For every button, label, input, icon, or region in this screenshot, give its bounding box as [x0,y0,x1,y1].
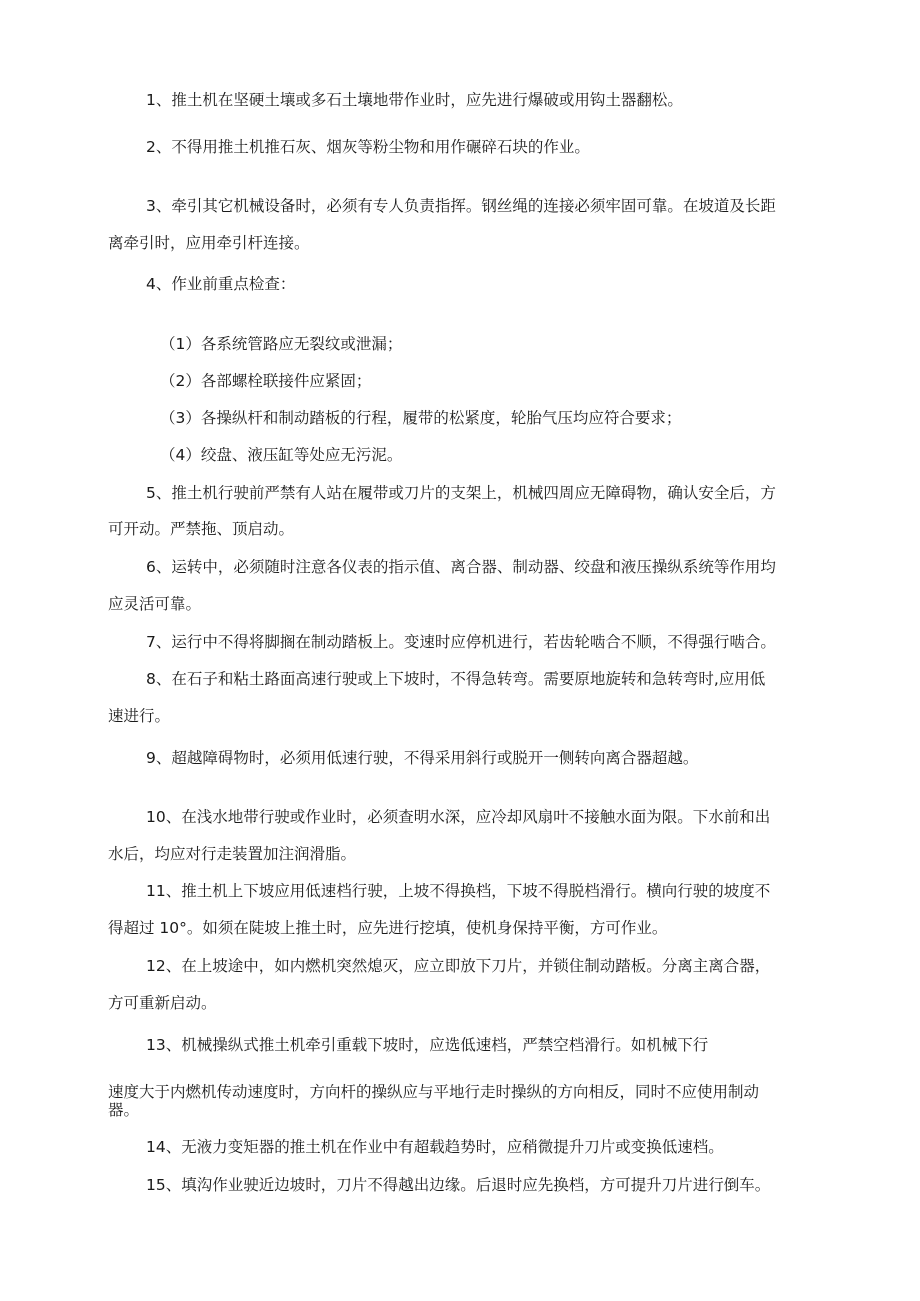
rule-6-line-2: 应灵活可靠。 [108,595,202,613]
rule-13-line-2: 速度大于内燃机传动速度时，方向杆的操纵应与平地行走时操纵的方向相反，同时不应使用制动 [108,1083,760,1101]
rule-5-line-1: 5、推土机行驶前严禁有人站在履带或刀片的支架上，机械四周应无障碍物，确认安全后，方 [146,484,776,502]
rule-4-line-1: 4、作业前重点检查： [146,275,296,293]
rule-4-item-2: （2）各部螺栓联接件应紧固； [160,372,372,390]
rule-13-line-3: 器。 [108,1101,140,1119]
rule-15-line-1: 15、填沟作业驶近边坡时，刀片不得越出边缘。后退时应先换档，方可提升刀片进行倒车。 [146,1176,771,1194]
rule-2-line-1: 2、不得用推土机推石灰、烟灰等粉尘物和用作碾碎石块的作业。 [146,138,590,156]
rule-8-line-1: 8、在石子和粘土路面高速行驶或上下坡时，不得急转弯。需要原地旋转和急转弯时,应用低 [146,670,766,688]
rule-9-line-1: 9、超越障碍物时，必须用低速行驶，不得采用斜行或脱开一侧转向离合器超越。 [146,749,699,767]
rule-4-item-3: （3）各操纵杆和制动踏板的行程，履带的松紧度，轮胎气压均应符合要求； [160,409,682,427]
rule-12-line-1: 12、在上坡途中，如内燃机突然熄灭，应立即放下刀片，并锁住制动踏板。分离主离合器， [146,957,771,975]
rule-4-item-4: （4）绞盘、液压缸等处应无污泥。 [160,446,403,464]
rule-10-line-1: 10、在浅水地带行驶或作业时，必须查明水深，应冷却风扇叶不接触水面为限。下水前和出 [146,808,771,826]
rule-1-line-1: 1、推土机在坚硬土壤或多石土壤地带作业时，应先进行爆破或用钩土器翻松。 [146,91,683,109]
rule-5-line-2: 可开动。严禁拖、顶启动。 [108,520,295,538]
rule-13-line-1: 13、机械操纵式推土机牵引重载下坡时，应选低速档，严禁空档滑行。如机械下行 [146,1036,709,1054]
rule-7-line-1: 7、运行中不得将脚搁在制动踏板上。变速时应停机进行，若齿轮啮合不顺，不得强行啮合。 [146,633,776,651]
rule-3-line-2: 离牵引时，应用牵引杆连接。 [108,234,310,252]
rule-11-line-2: 得超过 10°。如须在陡坡上推土时，应先进行挖填，使机身保持平衡，方可作业。 [108,919,668,937]
rule-6-line-1: 6、运转中，必须随时注意各仪表的指示值、离合器、制动器、绞盘和液压操纵系统等作用均 [146,558,776,576]
rule-3-line-1: 3、牵引其它机械设备时，必须有专人负责指挥。钢丝绳的连接必须牢固可靠。在坡道及长距 [146,197,776,215]
rule-11-line-1: 11、推土机上下坡应用低速档行驶，上坡不得换档，下坡不得脱档滑行。横向行驶的坡度不 [146,882,771,900]
rule-10-line-2: 水后，均应对行走装置加注润滑脂。 [108,845,357,863]
rule-4-item-1: （1）各系统管路应无裂纹或泄漏； [160,335,403,353]
rule-12-line-2: 方可重新启动。 [108,994,217,1012]
rule-14-line-1: 14、无液力变矩器的推土机在作业中有超载趋势时，应稍微提升刀片或变换低速档。 [146,1138,724,1156]
rule-8-line-2: 速进行。 [108,707,171,725]
